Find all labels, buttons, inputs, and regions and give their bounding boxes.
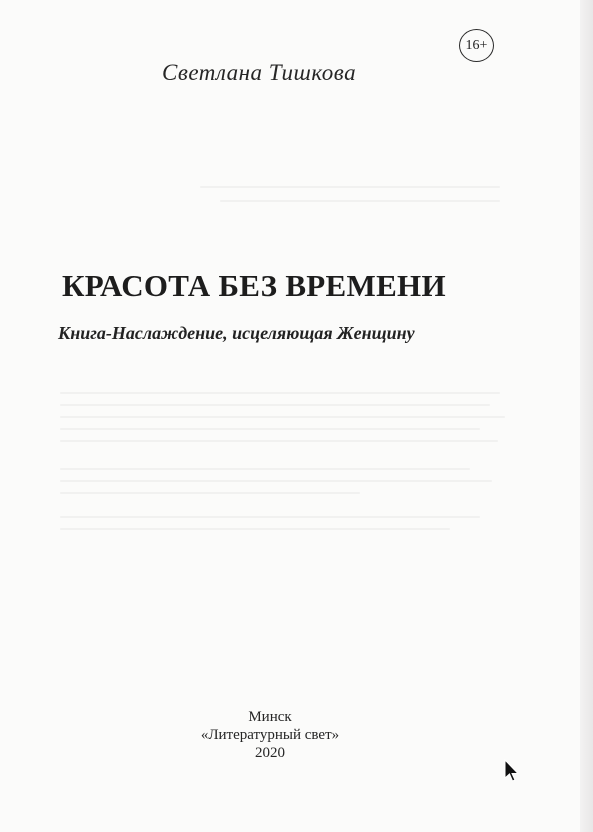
show-through-line xyxy=(60,468,470,470)
show-through-line xyxy=(60,416,505,418)
show-through-line xyxy=(60,392,500,394)
imprint-year: 2020 xyxy=(255,745,285,761)
age-rating-badge: 16+ xyxy=(459,29,494,62)
show-through-line xyxy=(60,528,450,530)
show-through-line xyxy=(220,200,500,202)
show-through-line xyxy=(60,440,498,442)
page-edge xyxy=(580,0,593,832)
show-through-line xyxy=(60,492,360,494)
show-through-line xyxy=(60,480,492,482)
book-subtitle: Книга-Наслаждение, исцеляющая Женщину xyxy=(58,323,415,343)
book-title: КРАСОТА БЕЗ ВРЕМЕНИ xyxy=(62,268,446,303)
show-through-line xyxy=(60,428,480,430)
mouse-cursor-icon xyxy=(504,759,520,783)
imprint-city: Минск xyxy=(248,709,292,725)
show-through-line xyxy=(200,186,500,188)
show-through-line xyxy=(60,404,490,406)
imprint-publisher: «Литературный свет» xyxy=(200,727,340,743)
author-name: Светлана Тишкова xyxy=(162,60,357,85)
show-through-line xyxy=(60,516,480,518)
